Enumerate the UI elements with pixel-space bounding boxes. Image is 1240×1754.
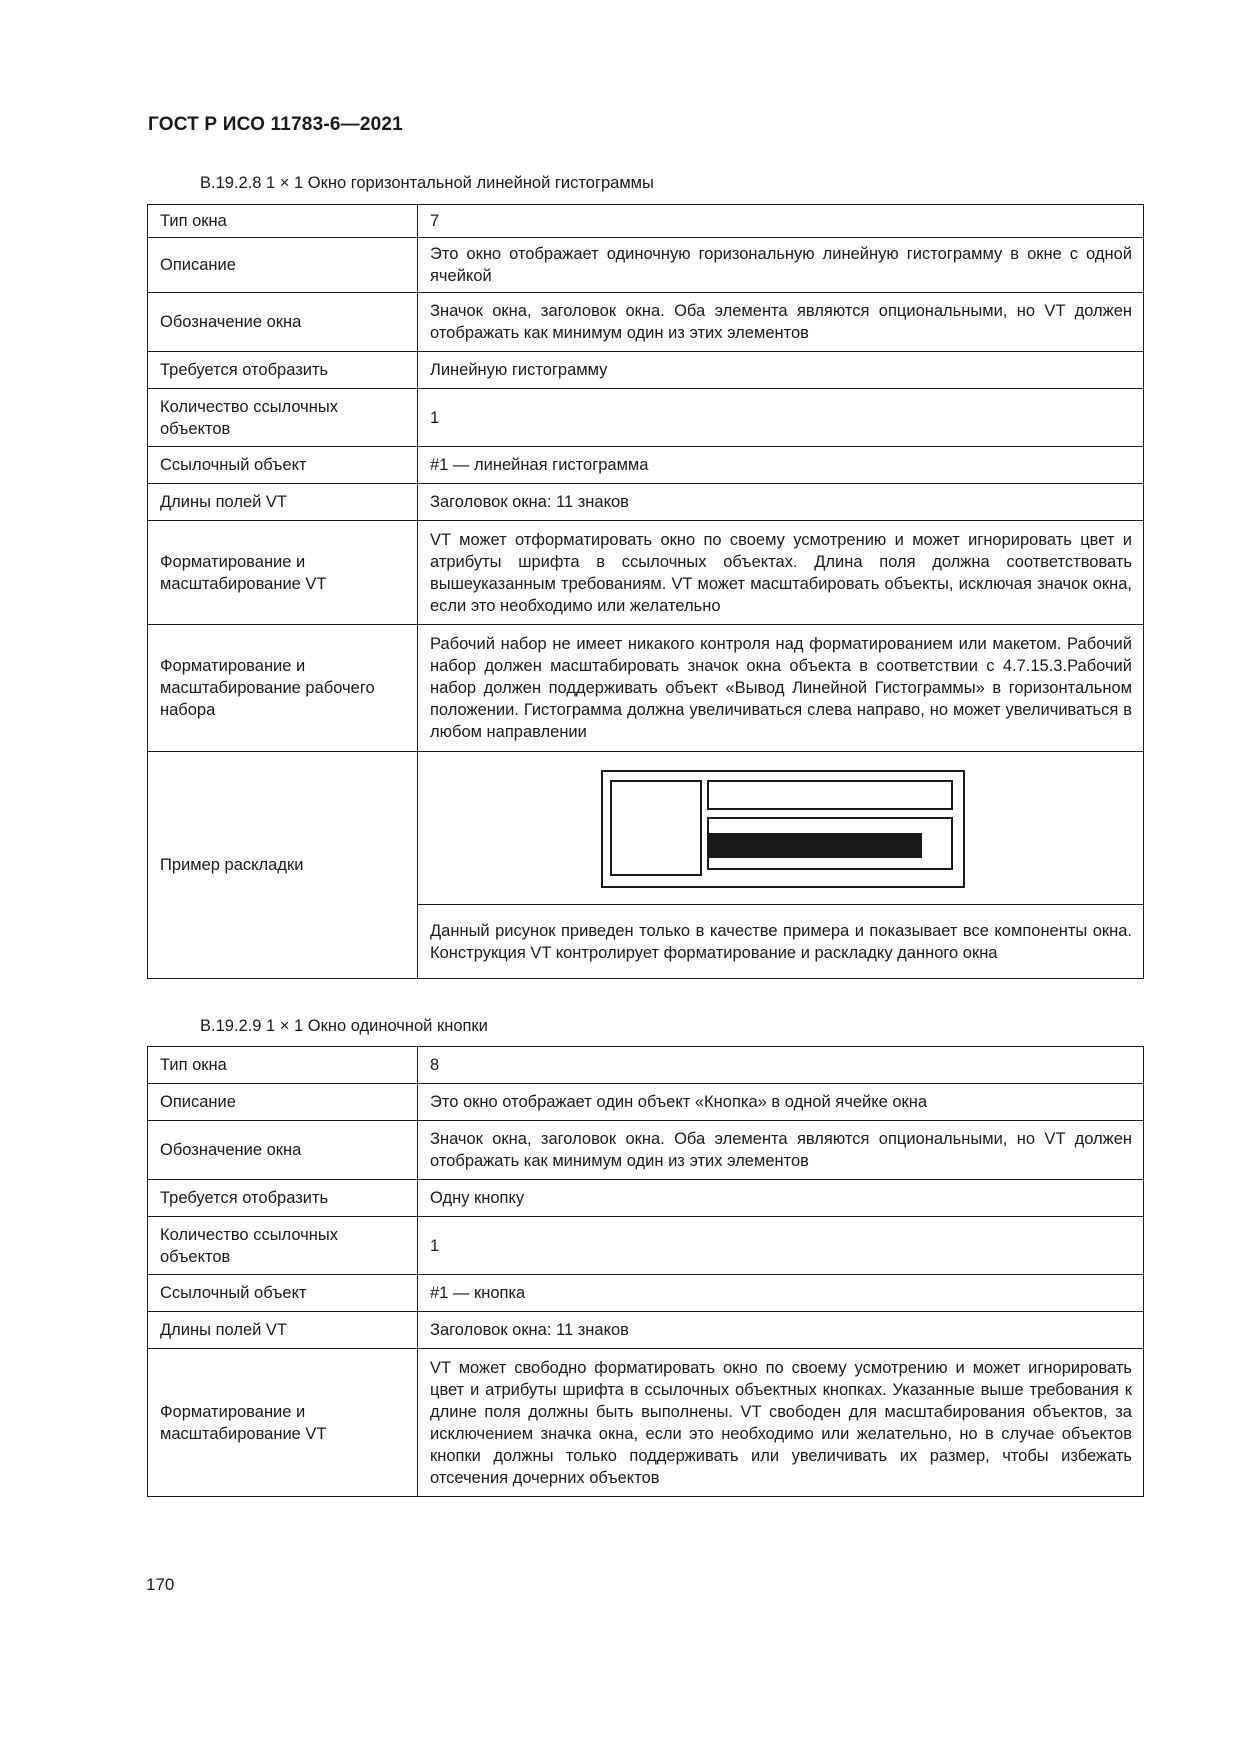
table-row (148, 1180, 1144, 1217)
row-label: Ссылочный объект (148, 447, 418, 484)
section-caption-single-button: B.19.2.9 1 × 1 Окно одиночной кнопки (200, 1017, 488, 1035)
row-label: Обозначение окна (148, 1121, 418, 1180)
row-label: Количество ссылочных объектов (148, 389, 418, 447)
row-value: VT может свободно форматировать окно по своему усмотрению и может игнорировать цвет и атрибуты шрифта в ссылочных объектных кнопках. Указанные выше требования к длине поля должны быть выполнены. VT свободен для масштабирования объектов, за исключением значка окна, если это необходимо или желательно, но в случае объектов кнопки должны только поддерживать или увеличивать их размер, чтобы избежать отсечения дочерних объектов (418, 1349, 1144, 1497)
row-label: Ссылочный объект (148, 1275, 418, 1312)
row-label: Описание (148, 238, 418, 293)
row-label: Требуется отобразить (148, 1180, 418, 1217)
table-row (148, 484, 1144, 521)
row-label: Требуется отобразить (148, 352, 418, 389)
row-label: Описание (148, 1084, 418, 1121)
row-value: Это окно отображает один объект «Кнопка» в одной ячейке окна (418, 1084, 1144, 1121)
row-value: Заголовок окна: 11 знаков (418, 1312, 1144, 1349)
table-row (148, 1084, 1144, 1121)
row-label: Количество ссылочных объектов (148, 1217, 418, 1275)
row-label: Обозначение окна (148, 293, 418, 352)
document-header: ГОСТ Р ИСО 11783-6—2021 (148, 114, 403, 135)
row-label: Длины полей VT (148, 1312, 418, 1349)
table-row (148, 205, 1144, 238)
row-value: 1 (418, 1217, 1144, 1275)
table-row (148, 1217, 1144, 1275)
row-label: Длины полей VT (148, 484, 418, 521)
table-row (148, 521, 1144, 625)
table-row (148, 238, 1144, 293)
table-row (148, 752, 1144, 905)
table-row (148, 1275, 1144, 1312)
row-value: Линейную гистограмму (418, 352, 1144, 389)
row-value: #1 — линейная гистограмма (418, 447, 1144, 484)
section-caption-bar-graph: B.19.2.8 1 × 1 Окно горизонтальной линейной гистограммы (200, 174, 654, 192)
row-value: Значок окна, заголовок окна. Оба элемента являются опциональными, но VT должен отображать как минимум один из этих элементов (418, 293, 1144, 352)
table-row (148, 1312, 1144, 1349)
bar-graph-window-table (147, 204, 1144, 979)
row-label: Тип окна (148, 1047, 418, 1084)
row-value: Рабочий набор не имеет никакого контроля над форматированием или макетом. Рабочий набор должен масштабировать значок окна объекта в соответствии с 4.7.15.3.Рабочий набор должен поддерживать объект «Вывод Линейной Гистограммы» в горизонтальном положении. Гистограмма должна увеличиваться слева направо, но может увеличиваться в любом направлении (418, 625, 1144, 752)
layout-example-figure (418, 752, 1144, 905)
table-row (148, 389, 1144, 447)
layout-diagram (418, 752, 1143, 904)
row-value: Одну кнопку (418, 1180, 1144, 1217)
row-label: Тип окна (148, 205, 418, 238)
row-value: Заголовок окна: 11 знаков (418, 484, 1144, 521)
row-label: Форматирование и масштабирование VT (148, 1349, 418, 1497)
table-row (148, 625, 1144, 752)
row-value: 7 (418, 205, 1144, 238)
row-value: VT может отформатировать окно по своему усмотрению и может игнорировать цвет и атрибуты шрифта в ссылочных объектах. Длина поля должна соответствовать вышеуказанным требованиям. VT может масштабировать объекты, исключая значок окна, если это необходимо или желательно (418, 521, 1144, 625)
row-label: Форматирование и масштабирование рабочего набора (148, 625, 418, 752)
bar-graph-fill (709, 833, 922, 858)
table-row (148, 293, 1144, 352)
table-row (148, 352, 1144, 389)
layout-example-note: Данный рисунок приведен только в качестве примера и показывает все компоненты окна. Конструкция VT контролирует форматирование и раскладку данного окна (418, 905, 1144, 979)
table-row (148, 447, 1144, 484)
window-icon-placeholder (610, 780, 702, 876)
single-button-window-table (147, 1046, 1144, 1497)
row-label: Форматирование и масштабирование VT (148, 521, 418, 625)
table-row (148, 1047, 1144, 1084)
row-value: Это окно отображает одиночную горизональную линейную гистограмму в окне с одной ячейкой (418, 238, 1144, 293)
table-row (148, 1121, 1144, 1180)
row-value: Значок окна, заголовок окна. Оба элемента являются опциональными, но VT должен отображать как минимум один из этих элементов (418, 1121, 1144, 1180)
row-value: #1 — кнопка (418, 1275, 1144, 1312)
row-value: 1 (418, 389, 1144, 447)
page-number: 170 (146, 1575, 175, 1594)
row-value: 8 (418, 1047, 1144, 1084)
window-title-placeholder (707, 780, 953, 810)
table-row (148, 1349, 1144, 1497)
layout-example-label: Пример раскладки (148, 752, 418, 979)
